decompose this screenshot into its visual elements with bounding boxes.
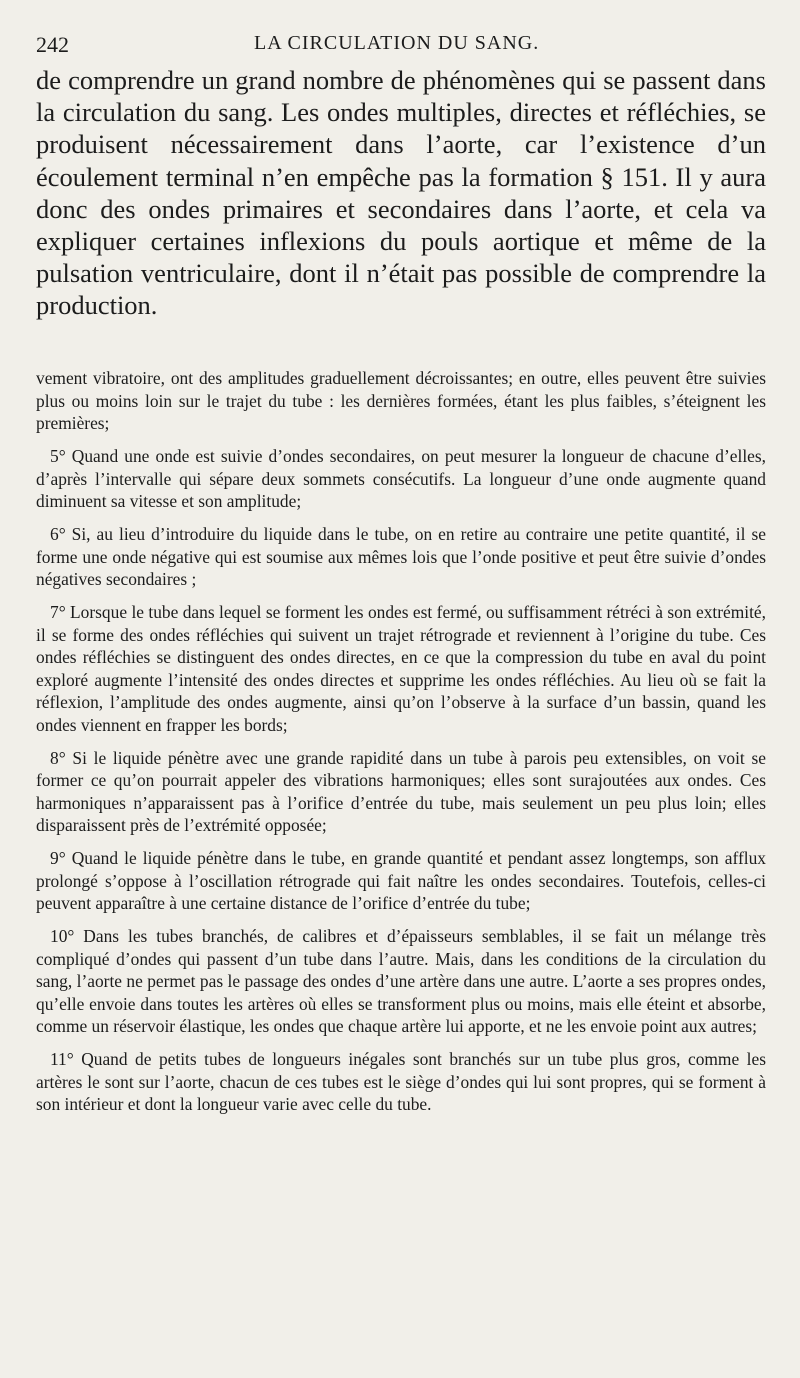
list-item-5: 5° Quand une onde est suivie d’ondes secondaires, on peut mesurer la longueur de chacune d’elles, d’après l’intervalle qui sépare deux sommets consécutifs. La longueur d’une onde augmente quand diminuent sa vitesse et son amplitude;: [36, 446, 766, 511]
list-item-9: 9° Quand le liquide pénètre dans le tube, en grande quantité et pendant assez longtemps, son afflux prolongé s’oppose à l’oscillation rétrograde qui fait naître les ondes secondaires. Toutefois, celles-ci peuvent apparaître à une certaine distance de l’orifice d’entrée du tube;: [36, 848, 766, 913]
list-paragraph-continuation: vement vibratoire, ont des amplitudes graduellement décroissantes; en outre, elles peuvent être suivies plus ou moins loin sur le trajet du tube : les dernières formées, étant les plus faibles, s’éteignent les premières;: [36, 368, 766, 433]
numbered-list: [36, 367, 766, 1126]
list-item-8: 8° Si le liquide pénètre avec une grande rapidité dans un tube à parois peu extensibles, on voit se former ce qu’on pourrait appeler des vibrations harmoniques; elles sont surajoutées aux ondes. Ces harmoniques n’apparaissent pas à l’orifice d’entrée du tube, mais seulement un peu plus loin; elles disparaissent près de l’extrémité opposée;: [36, 747, 766, 835]
intro-paragraph: de comprendre un grand nombre de phénomènes qui se passent dans la circulation du sang. Les ondes multiples, directes et réfléchies, se produisent nécessairement dans l’aorte, car l’existence d’un écoulement terminal n’en empêche pas la formation § 151. Il y aura donc des ondes primaires et secondaires dans l’aorte, et cela va expliquer certaines inflexions du pouls aortique et même de la pulsation ventriculaire, dont il n’était pas possible de comprendre la production.: [36, 65, 766, 321]
list-item-10: 10° Dans les tubes branchés, de calibres et d’épaisseurs semblables, il se fait un mélange très compliqué d’ondes qui passent d’un tube dans l’autre. Mais, dans les conditions de la circulation du sang, l’aorte ne permet pas le passage des ondes d’une artère dans une autre. L’aorte a ses propres ondes, qu’elle envoie dans toutes les artères où elles se transforment plus ou moins, mais elle éteint et absorbe, comme un réservoir élastique, les ondes que chaque artère lui apporte, et ne les envoie point aux autres;: [36, 926, 766, 1036]
list-item-11: 11° Quand de petits tubes de longueurs inégales sont branchés sur un tube plus gros, comme les artères le sont sur l’aorte, chacun de ces tubes est le siège d’ondes qui lui sont propres, qui se forment à son intérieur et dont la longueur varie avec celle du tube.: [36, 1049, 766, 1114]
page-header: [36, 28, 776, 62]
running-title: LA CIRCULATION DU SANG.: [254, 32, 540, 54]
bottom-margin: [0, 1305, 800, 1378]
list-item-7: 7° Lorsque le tube dans lequel se forment les ondes est fermé, ou suffisamment rétréci à son extrémité, il se forme des ondes réfléchies qui suivent un trajet rétrograde et reviennent à l’origine du tube. Ces ondes réfléchies se distinguent des ondes directes, en ce que la compression du tube en aval du point exploré augmente l’intensité des ondes directes et supprime les ondes réfléchies. Au lieu où se fait la réflexion, l’amplitude des ondes augmente, ainsi qu’on l’observe à la surface d’un bassin, quand les ondes viennent en frapper les bords;: [36, 602, 766, 735]
page-number: 242: [36, 32, 69, 57]
list-item-6: 6° Si, au lieu d’introduire du liquide dans le tube, on en retire au contraire une petite quantité, il se forme une onde négative qui est soumise aux mêmes lois que l’onde positive et peut être suivie d’ondes négatives secondaires ;: [36, 524, 766, 589]
